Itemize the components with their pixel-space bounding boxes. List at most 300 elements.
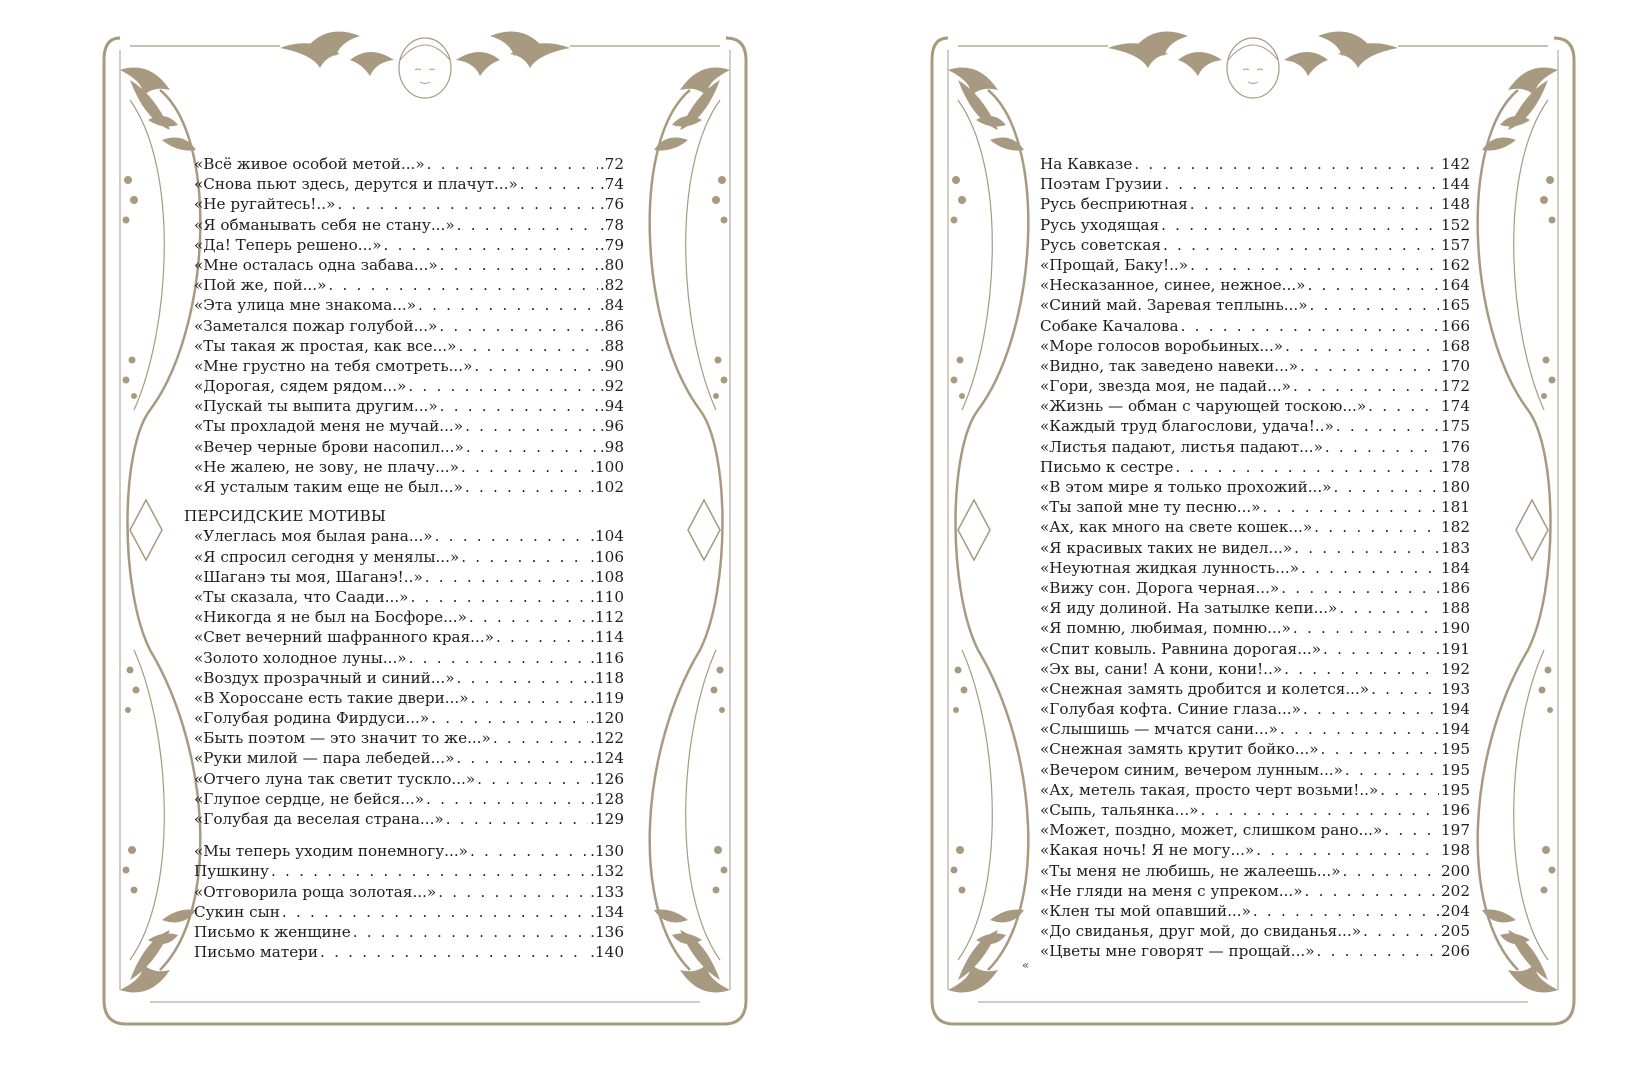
toc-entry-page: .136: [590, 922, 624, 941]
toc-leader-dots: [425, 567, 588, 587]
toc-entry-title: «Ты запой мне ту песню...»: [1040, 498, 1261, 517]
toc-entry: [1040, 154, 1470, 174]
toc-leader-dots: [1181, 316, 1439, 336]
toc-entry-title: Письмо к женщине: [194, 922, 351, 941]
toc-entry-title: «Я красивых таких не видел...»: [1040, 538, 1293, 557]
toc-entry-page: .110: [590, 587, 624, 606]
toc-entry-title: «Я обманывать себя не стану...»: [194, 215, 455, 234]
toc-leader-dots: [1343, 861, 1439, 881]
toc-entry-title: «Улеглась моя былая рана...»: [194, 527, 433, 546]
toc-entry: [194, 607, 624, 627]
toc-entry-title: «Может, поздно, может, слишком рано...»: [1040, 821, 1383, 840]
toc-leader-dots: [409, 648, 589, 668]
toc-entry-page: .78: [599, 215, 624, 234]
toc-entry: [194, 809, 624, 829]
toc-entry-page: 196: [1441, 801, 1470, 819]
toc-leader-dots: [337, 194, 597, 214]
toc-leader-dots: [1307, 275, 1439, 295]
toc-entry-page: .76: [599, 195, 624, 214]
toc-leader-dots: [1325, 437, 1439, 457]
toc-entry-page: .120: [590, 709, 624, 728]
toc-entry-page: 165: [1441, 296, 1470, 315]
toc-entry-page: 197: [1441, 821, 1470, 840]
toc-group-3: [194, 841, 624, 962]
toc-entry-page: 206: [1441, 942, 1470, 961]
toc-entry: [1040, 679, 1470, 699]
toc-entry: [1040, 215, 1470, 235]
toc-entry-page: 148: [1441, 195, 1470, 214]
toc-entry: [194, 174, 624, 194]
toc-entry-title: «Не жалею, не зову, не плачу...»: [194, 457, 459, 476]
toc-entry-page: .94: [599, 397, 624, 416]
toc-entry: [1040, 639, 1470, 659]
toc-entry-page: 178: [1441, 457, 1470, 476]
toc-entry-page: .92: [599, 377, 624, 396]
toc-entry-page: .86: [599, 316, 624, 335]
toc-entry-page: 190: [1441, 619, 1470, 638]
stray-mark: «: [1022, 958, 1030, 972]
toc-leader-dots: [1384, 820, 1439, 840]
toc-entry-title: Русь советская: [1040, 235, 1161, 254]
toc-leader-dots: [1333, 477, 1439, 497]
toc-entry-title: «Не гляди на меня с упреком...»: [1040, 881, 1303, 900]
toc-entry-title: «Пой же, пой...»: [194, 276, 327, 295]
toc-entry-title: Письмо матери: [194, 943, 319, 962]
toc-entry: [1040, 194, 1470, 214]
toc-entry-page: .72: [599, 155, 624, 173]
toc-entry: [194, 587, 624, 607]
toc-leader-dots: [461, 547, 588, 567]
toc-entry-page: .82: [599, 276, 624, 295]
toc-entry-page: .108: [590, 567, 624, 586]
toc-leader-dots: [1380, 780, 1439, 800]
toc-entry-page: 188: [1441, 599, 1470, 618]
toc-entry-title: «Никогда я не был на Босфоре...»: [194, 608, 467, 627]
toc-leader-dots: [470, 841, 588, 861]
toc-entry-page: .80: [599, 255, 624, 274]
toc-entry-title: «Да! Теперь решено...»: [194, 235, 382, 254]
toc-entry: [1040, 881, 1470, 901]
toc-leader-dots: [1294, 538, 1439, 558]
toc-entry-title: «Сыпь, тальянка...»: [1040, 801, 1199, 819]
toc-entry-title: «Клен ты мой опавший...»: [1040, 901, 1251, 920]
toc-entry-title: «Заметался пожар голубой...»: [194, 316, 438, 335]
toc-entry-title: «Свет вечерний шафранного края...»: [194, 628, 494, 647]
toc-leader-dots: [493, 728, 588, 748]
toc-leader-dots: [1280, 719, 1439, 739]
toc-entry-title: «Прощай, Баку!..»: [1040, 255, 1189, 274]
toc-entry: [194, 841, 624, 861]
toc-entry-page: .74: [599, 175, 624, 194]
toc-entry-title: «Несказанное, синее, нежное...»: [1040, 276, 1306, 295]
toc-entry-title: «Видно, так заведено навеки...»: [1040, 356, 1299, 375]
toc-leader-dots: [440, 396, 598, 416]
toc-leader-dots: [1317, 941, 1439, 961]
toc-entry-title: «Спит ковыль. Равнина дорогая...»: [1040, 639, 1322, 658]
toc-entry: [194, 728, 624, 748]
toc-entry-title: «Ах, метель такая, просто черт возьми!..»: [1040, 780, 1379, 799]
toc-entry: [1040, 316, 1470, 336]
toc-entry-page: .128: [590, 789, 624, 808]
toc-entry: [1040, 659, 1470, 679]
toc-entry-page: .130: [590, 842, 624, 861]
toc-leader-dots: [1256, 840, 1439, 860]
toc-entry: [194, 547, 624, 567]
toc-entry-page: .122: [590, 729, 624, 748]
toc-entry-page: 164: [1441, 276, 1470, 295]
toc-entry-page: 202: [1441, 881, 1470, 900]
toc-entry: [194, 235, 624, 255]
toc-leader-dots: [431, 708, 588, 728]
toc-leader-dots: [353, 922, 588, 942]
toc-entry-title: «Мне осталась одна забава...»: [194, 255, 438, 274]
toc-leader-dots: [1305, 881, 1439, 901]
toc-entry-page: 193: [1441, 679, 1470, 698]
toc-entry: [194, 356, 624, 376]
toc-entry: [1040, 396, 1470, 416]
toc-entry-page: .126: [590, 769, 624, 788]
toc-entry-title: «Ты меня не любишь, не жалеешь...»: [1040, 861, 1341, 880]
toc-leader-dots: [440, 255, 598, 275]
toc-entry-page: 176: [1441, 437, 1470, 456]
toc-entry-page: 194: [1441, 720, 1470, 739]
toc-entry-page: .118: [590, 668, 624, 687]
toc-entry: [1040, 780, 1470, 800]
toc-entry-title: «Вижу сон. Дорога черная...»: [1040, 578, 1280, 597]
toc-entry-title: «Листья падают, листья падают...»: [1040, 437, 1323, 456]
toc-entry-title: «Море голосов воробьиных...»: [1040, 336, 1284, 355]
toc-leader-dots: [408, 376, 597, 396]
toc-entry-page: .133: [590, 882, 624, 901]
toc-leader-dots: [1363, 921, 1439, 941]
toc-entry-page: .119: [590, 688, 624, 707]
toc-entry-page: 174: [1441, 397, 1470, 416]
toc-entry: [1040, 174, 1470, 194]
toc-entry: [1040, 477, 1470, 497]
toc-leader-dots: [1190, 194, 1439, 214]
toc-entry-title: «Золото холодное луны...»: [194, 648, 407, 667]
toc-entry: [1040, 618, 1470, 638]
toc-entry-page: .79: [599, 235, 624, 254]
toc-entry: [1040, 376, 1470, 396]
toc-entry: [194, 567, 624, 587]
toc-entry-page: 182: [1441, 518, 1470, 537]
toc-entry-page: .84: [599, 296, 624, 315]
toc-entry: [194, 769, 624, 789]
toc-leader-dots: [520, 174, 598, 194]
toc-entry: [194, 376, 624, 396]
toc-entry-title: «Синий май. Заревая теплынь...»: [1040, 296, 1308, 315]
toc-entry-title: «Слышишь — мчатся сани...»: [1040, 720, 1278, 739]
toc-entry-page: 195: [1441, 780, 1470, 799]
toc-leader-dots: [418, 295, 598, 315]
toc-entry: [194, 154, 624, 174]
toc-leader-dots: [1163, 235, 1439, 255]
toc-entry-title: «Руки милой — пара лебедей...»: [194, 749, 455, 768]
toc-leader-dots: [1339, 598, 1439, 618]
toc-entry-page: 172: [1441, 377, 1470, 396]
toc-entry-page: .129: [590, 810, 624, 828]
toc-left: [184, 154, 624, 962]
toc-entry: [1040, 901, 1470, 921]
toc-leader-dots: [465, 416, 598, 436]
toc-entry-page: .98: [599, 437, 624, 456]
toc-entry: [194, 861, 624, 881]
toc-entry: [1040, 558, 1470, 578]
toc-entry-title: «Цветы мне говорят — прощай...»: [1040, 942, 1315, 961]
toc-entry-page: .134: [590, 902, 624, 921]
toc-entry-title: «Отговорила роща золотая...»: [194, 882, 437, 901]
toc-entry-title: Русь уходящая: [1040, 215, 1160, 234]
toc-entry: [194, 708, 624, 728]
toc-entry-title: «Ты сказала, что Саади...»: [194, 587, 409, 606]
toc-entry: [194, 275, 624, 295]
toc-entry-page: 180: [1441, 478, 1470, 496]
toc-entry-title: «Голубая родина Фирдуси...»: [194, 709, 430, 728]
toc-leader-dots: [1300, 356, 1439, 376]
toc-entry-title: Русь бесприютная: [1040, 195, 1188, 214]
toc-group-1: [194, 154, 624, 497]
toc-entry: [1040, 255, 1470, 275]
toc-leader-dots: [1293, 376, 1439, 396]
toc-entry: [1040, 941, 1470, 961]
toc-entry: [194, 748, 624, 768]
toc-entry: [194, 416, 624, 436]
toc-entry: [194, 688, 624, 708]
toc-entry-title: «Всё живое особой метой...»: [194, 155, 425, 173]
toc-entry: [1040, 800, 1470, 820]
toc-entry: [1040, 598, 1470, 618]
toc-entry-title: «Шаганэ ты моя, Шаганэ!..»: [194, 567, 423, 586]
toc-entry-title: «Я спросил сегодня у менялы...»: [194, 547, 460, 566]
toc-entry-page: .102: [590, 478, 624, 496]
toc-leader-dots: [1336, 416, 1439, 436]
toc-right: [1040, 154, 1470, 962]
toc-entry-page: .112: [590, 608, 624, 627]
toc-entry: [194, 316, 624, 336]
toc-entry: [1040, 517, 1470, 537]
toc-entry-title: Пушкину: [194, 862, 269, 881]
toc-entry: [1040, 538, 1470, 558]
toc-entry: [1040, 699, 1470, 719]
section-heading: ПЕРСИДСКИЕ МОТИВЫ: [184, 507, 386, 526]
toc-entry: [194, 526, 624, 546]
toc-leader-dots: [438, 882, 588, 902]
toc-entry-title: «Не ругайтесь!..»: [194, 195, 336, 214]
toc-leader-dots: [1175, 457, 1439, 477]
toc-entry-title: «Отчего луна так светит тускло...»: [194, 769, 476, 788]
toc-entry: [1040, 295, 1470, 315]
toc-group-2: [194, 526, 624, 829]
toc-entry-page: 200: [1441, 861, 1470, 880]
toc-entry: [194, 255, 624, 275]
toc-entry-page: 170: [1441, 356, 1470, 375]
toc-entry-title: «Снова пьют здесь, дерутся и плачут...»: [194, 175, 518, 194]
toc-entry-title: «Я иду долиной. На затылке кепи...»: [1040, 599, 1338, 618]
toc-leader-dots: [427, 154, 598, 174]
toc-leader-dots: [271, 861, 588, 881]
toc-entry-page: .100: [590, 457, 624, 476]
toc-leader-dots: [477, 769, 588, 789]
toc-entry-page: 195: [1441, 740, 1470, 759]
toc-leader-dots: [1164, 174, 1439, 194]
toc-leader-dots: [1263, 497, 1439, 517]
toc-entry-title: «Снежная замять дробится и колется...»: [1040, 679, 1370, 698]
toc-entry-title: «Вечер черные брови насопил...»: [194, 437, 464, 456]
toc-entry-title: «Неуютная жидкая лунность...»: [1040, 558, 1299, 577]
toc-leader-dots: [439, 316, 598, 336]
toc-leader-dots: [1293, 618, 1439, 638]
toc-entry: [194, 902, 624, 922]
toc-entry-title: Поэтам Грузии: [1040, 175, 1163, 194]
toc-entry-page: .140: [590, 943, 624, 962]
toc-leader-dots: [1345, 760, 1439, 780]
toc-leader-dots: [435, 526, 589, 546]
toc-list: [1040, 154, 1470, 962]
toc-leader-dots: [1200, 800, 1439, 820]
toc-entry-title: «Гори, звезда моя, не падай...»: [1040, 377, 1291, 396]
toc-entry-page: 195: [1441, 760, 1470, 779]
toc-leader-dots: [446, 809, 588, 829]
toc-entry-title: «До свиданья, друг мой, до свиданья...»: [1040, 922, 1362, 941]
toc-entry: [1040, 235, 1470, 255]
toc-leader-dots: [469, 607, 588, 627]
toc-entry-title: «Эх вы, сани! А кони, кони!..»: [1040, 659, 1283, 678]
toc-entry-page: .114: [590, 628, 624, 647]
toc-entry-title: «Воздух прозрачный и синий...»: [194, 668, 455, 687]
toc-entry: [194, 789, 624, 809]
toc-leader-dots: [1253, 901, 1439, 921]
toc-entry-title: «В этом мире я только прохожий...»: [1040, 478, 1332, 496]
toc-leader-dots: [1371, 679, 1439, 699]
toc-entry-title: «Вечером синим, вечером лунным...»: [1040, 760, 1343, 779]
toc-entry-title: «Я усталым таким еще не был...»: [194, 478, 463, 496]
toc-leader-dots: [1285, 336, 1439, 356]
toc-leader-dots: [461, 457, 588, 477]
toc-leader-dots: [282, 902, 588, 922]
toc-entry-page: .104: [590, 527, 624, 546]
toc-leader-dots: [1321, 739, 1439, 759]
toc-leader-dots: [1314, 517, 1439, 537]
toc-entry-page: 162: [1441, 255, 1470, 274]
toc-entry-page: 183: [1441, 538, 1470, 557]
toc-entry-title: «Мне грустно на тебя смотреть...»: [194, 356, 473, 375]
toc-entry: [194, 194, 624, 214]
toc-entry: [1040, 760, 1470, 780]
toc-leader-dots: [458, 336, 597, 356]
toc-entry-title: «Ты прохладой меня не мучай...»: [194, 417, 464, 436]
toc-entry: [1040, 921, 1470, 941]
toc-entry: [194, 648, 624, 668]
toc-leader-dots: [1368, 396, 1439, 416]
toc-leader-dots: [426, 789, 588, 809]
toc-entry-page: .132: [590, 862, 624, 881]
toc-entry-page: 198: [1441, 841, 1470, 860]
toc-leader-dots: [457, 668, 589, 688]
toc-leader-dots: [1134, 154, 1439, 174]
toc-entry-page: 142: [1441, 155, 1470, 173]
toc-entry-page: 184: [1441, 558, 1470, 577]
toc-leader-dots: [320, 942, 588, 962]
toc-entry-title: «В Хороссане есть такие двери...»: [194, 688, 469, 707]
toc-entry-page: 152: [1441, 215, 1470, 234]
toc-leader-dots: [1301, 558, 1439, 578]
toc-entry-title: Сукин сын: [194, 902, 280, 921]
toc-leader-dots: [474, 356, 597, 376]
toc-entry: [1040, 437, 1470, 457]
toc-entry-page: 192: [1441, 659, 1470, 678]
toc-entry: [1040, 457, 1470, 477]
toc-entry-page: 204: [1441, 901, 1470, 920]
toc-leader-dots: [457, 215, 598, 235]
toc-leader-dots: [1284, 659, 1439, 679]
toc-entry-page: 144: [1441, 175, 1470, 194]
toc-entry-title: На Кавказе: [1040, 155, 1133, 173]
toc-entry-title: «Ах, как много на свете кошек...»: [1040, 518, 1313, 537]
toc-entry-title: «Эта улица мне знакома...»: [194, 296, 417, 315]
toc-entry-title: «Дорогая, сядем рядом...»: [194, 377, 407, 396]
toc-entry: [194, 437, 624, 457]
toc-entry-page: 181: [1441, 498, 1470, 517]
toc-entry-title: «Каждый труд благослови, удача!..»: [1040, 417, 1334, 436]
toc-entry-title: «Жизнь — обман с чарующей тоскою...»: [1040, 397, 1367, 416]
toc-leader-dots: [384, 235, 598, 255]
toc-entry: [194, 457, 624, 477]
toc-entry-title: «Я помню, любимая, помню...»: [1040, 619, 1291, 638]
toc-leader-dots: [1323, 639, 1439, 659]
toc-entry-title: «Голубая кофта. Синие глаза...»: [1040, 700, 1301, 719]
toc-entry: [194, 295, 624, 315]
toc-entry: [1040, 719, 1470, 739]
toc-entry-title: «Быть поэтом — это значит то же...»: [194, 729, 491, 748]
toc-leader-dots: [328, 275, 597, 295]
toc-entry-page: 194: [1441, 700, 1470, 719]
toc-entry-title: «Какая ночь! Я не могу...»: [1040, 841, 1255, 860]
toc-entry: [1040, 578, 1470, 598]
group-gap: [194, 829, 624, 841]
toc-entry-page: 175: [1441, 417, 1470, 436]
toc-leader-dots: [1190, 255, 1439, 275]
toc-entry: [1040, 416, 1470, 436]
toc-entry-page: 205: [1441, 922, 1470, 941]
toc-entry-title: «Пускай ты выпита другим...»: [194, 397, 438, 416]
right-page: [918, 30, 1588, 1040]
toc-entry-page: .124: [590, 749, 624, 768]
toc-entry: [194, 477, 624, 497]
toc-leader-dots: [1161, 215, 1439, 235]
toc-entry-page: .96: [599, 417, 624, 436]
toc-entry: [1040, 861, 1470, 881]
toc-entry-page: 186: [1441, 578, 1470, 597]
toc-entry-page: 166: [1441, 316, 1470, 335]
toc-entry: [194, 942, 624, 962]
toc-entry: [194, 215, 624, 235]
toc-entry: [1040, 840, 1470, 860]
toc-entry: [1040, 497, 1470, 517]
toc-entry-page: 191: [1441, 639, 1470, 658]
toc-entry: [194, 396, 624, 416]
toc-entry-page: 168: [1441, 336, 1470, 355]
toc-entry: [194, 922, 624, 942]
toc-entry-page: .88: [599, 336, 624, 355]
toc-entry: [1040, 820, 1470, 840]
toc-leader-dots: [465, 477, 588, 497]
toc-entry-page: .116: [590, 648, 624, 667]
toc-leader-dots: [1310, 295, 1439, 315]
toc-leader-dots: [471, 688, 589, 708]
toc-entry-title: «Снежная замять крутит бойко...»: [1040, 740, 1319, 759]
toc-entry-page: .106: [590, 547, 624, 566]
